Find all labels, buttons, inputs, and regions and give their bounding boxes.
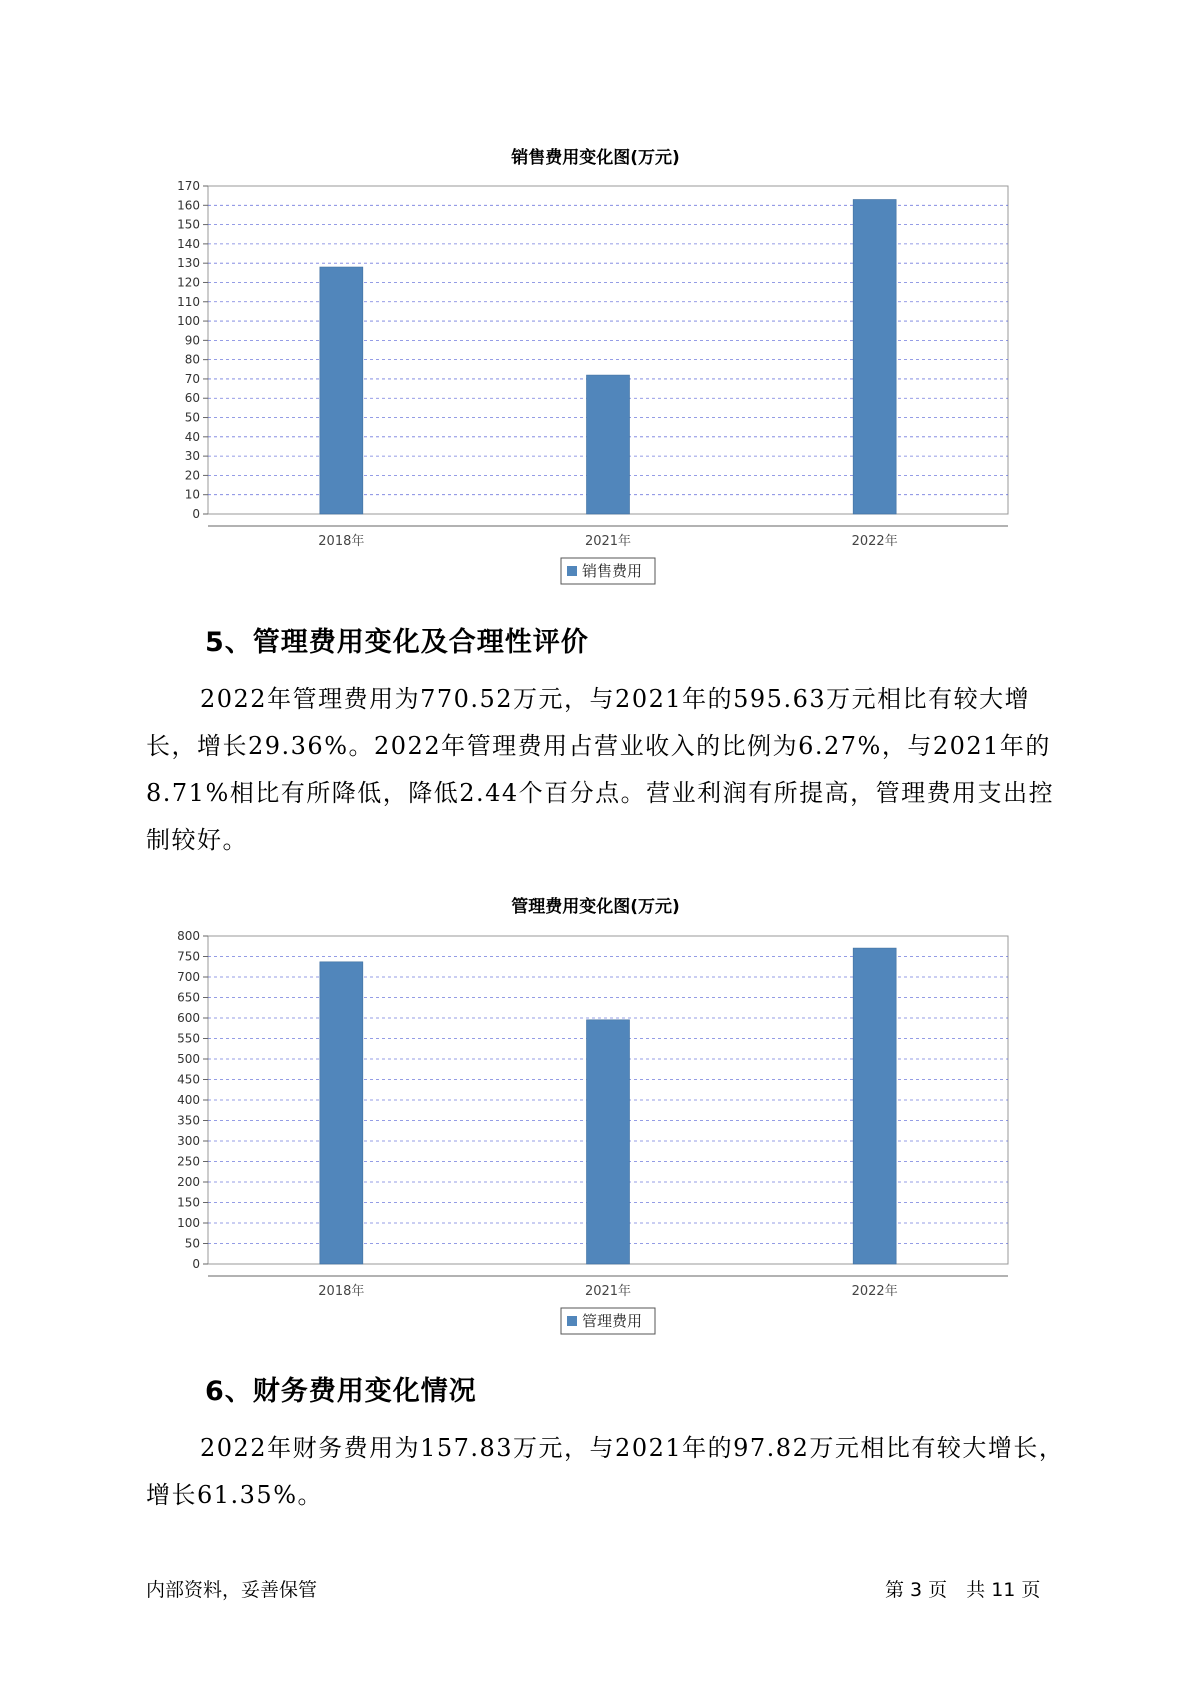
y-tick-label: 170 [177,179,200,193]
y-tick-label: 550 [177,1031,200,1046]
section6-paragraph: 2022年财务费用为157.83万元，与2021年的97.82万元相比有较大增长，增长61.35%。 [146,1434,1065,1509]
x-tick-label: 2022年 [851,1284,898,1299]
y-tick-label: 650 [177,990,200,1005]
section6-heading: 6、财务费用变化情况 [205,1376,477,1407]
y-tick-label: 150 [177,217,200,232]
y-tick-label: 700 [177,970,200,984]
bar [853,948,896,1264]
x-tick-label: 2018年 [318,1284,365,1299]
y-tick-label: 300 [177,1134,200,1148]
bar [320,267,363,514]
y-tick-label: 40 [184,429,200,444]
bar [587,1020,630,1264]
legend-swatch [567,1316,577,1326]
x-tick-label: 2022年 [851,534,898,549]
sales-expense-chart [0,160,1191,580]
footer-confidential: 内部资料，妥善保管 [146,1579,318,1601]
bar [320,962,363,1264]
y-tick-label: 450 [177,1072,200,1087]
x-tick-label: 2021年 [584,534,632,549]
legend-label: 管理费用 [582,1312,643,1330]
y-tick-label: 100 [177,314,200,329]
legend-swatch [567,566,577,576]
sales-expense-chart-title: 销售费用变化图(万元) [511,148,680,168]
y-tick-label: 110 [177,294,200,309]
y-tick-label: 30 [184,449,200,464]
bar [853,200,896,514]
y-tick-label: 140 [177,236,200,251]
y-tick-label: 250 [177,1154,200,1169]
y-tick-label: 120 [177,275,200,290]
y-tick-label: 500 [177,1052,200,1066]
bar [587,375,630,514]
y-tick-label: 130 [177,256,200,271]
y-tick-label: 80 [184,352,200,367]
y-tick-label: 200 [177,1175,200,1189]
section5-paragraph: 2022年管理费用为770.52万元，与2021年的595.63万元相比有较大增长，增长29.36%。2022年管理费用占营业收入的比例为6.27%，与2021年的8.71%相比有所降低，降低2.44个百分点。营业利润有所提高，管理费用支出控制较好。 [146,685,1055,854]
y-tick-label: 50 [184,1236,200,1251]
y-tick-label: 70 [184,371,200,386]
y-tick-label: 350 [177,1113,200,1128]
legend-label: 销售费用 [582,562,643,580]
x-tick-label: 2021年 [584,1284,632,1299]
section5-heading: 5、管理费用变化及合理性评价 [205,627,589,658]
y-tick-label: 150 [177,1195,200,1210]
y-tick-label: 600 [177,1011,200,1025]
y-tick-label: 0 [192,1257,200,1271]
y-tick-label: 750 [177,949,200,964]
y-tick-label: 50 [184,410,200,425]
y-tick-label: 800 [177,929,200,943]
admin-expense-chart-title: 管理费用变化图(万元) [511,897,680,917]
x-tick-label: 2018年 [318,534,365,549]
y-tick-label: 400 [177,1093,200,1107]
footer-page-number: 第 3 页 共 11 页 [885,1579,1041,1601]
y-tick-label: 100 [177,1216,200,1230]
admin-expense-chart [0,910,1191,1330]
y-tick-label: 0 [192,507,200,521]
y-tick-label: 10 [184,487,200,502]
y-tick-label: 160 [177,198,200,213]
y-tick-label: 90 [184,333,200,348]
y-tick-label: 20 [184,468,200,483]
y-tick-label: 60 [184,391,200,406]
